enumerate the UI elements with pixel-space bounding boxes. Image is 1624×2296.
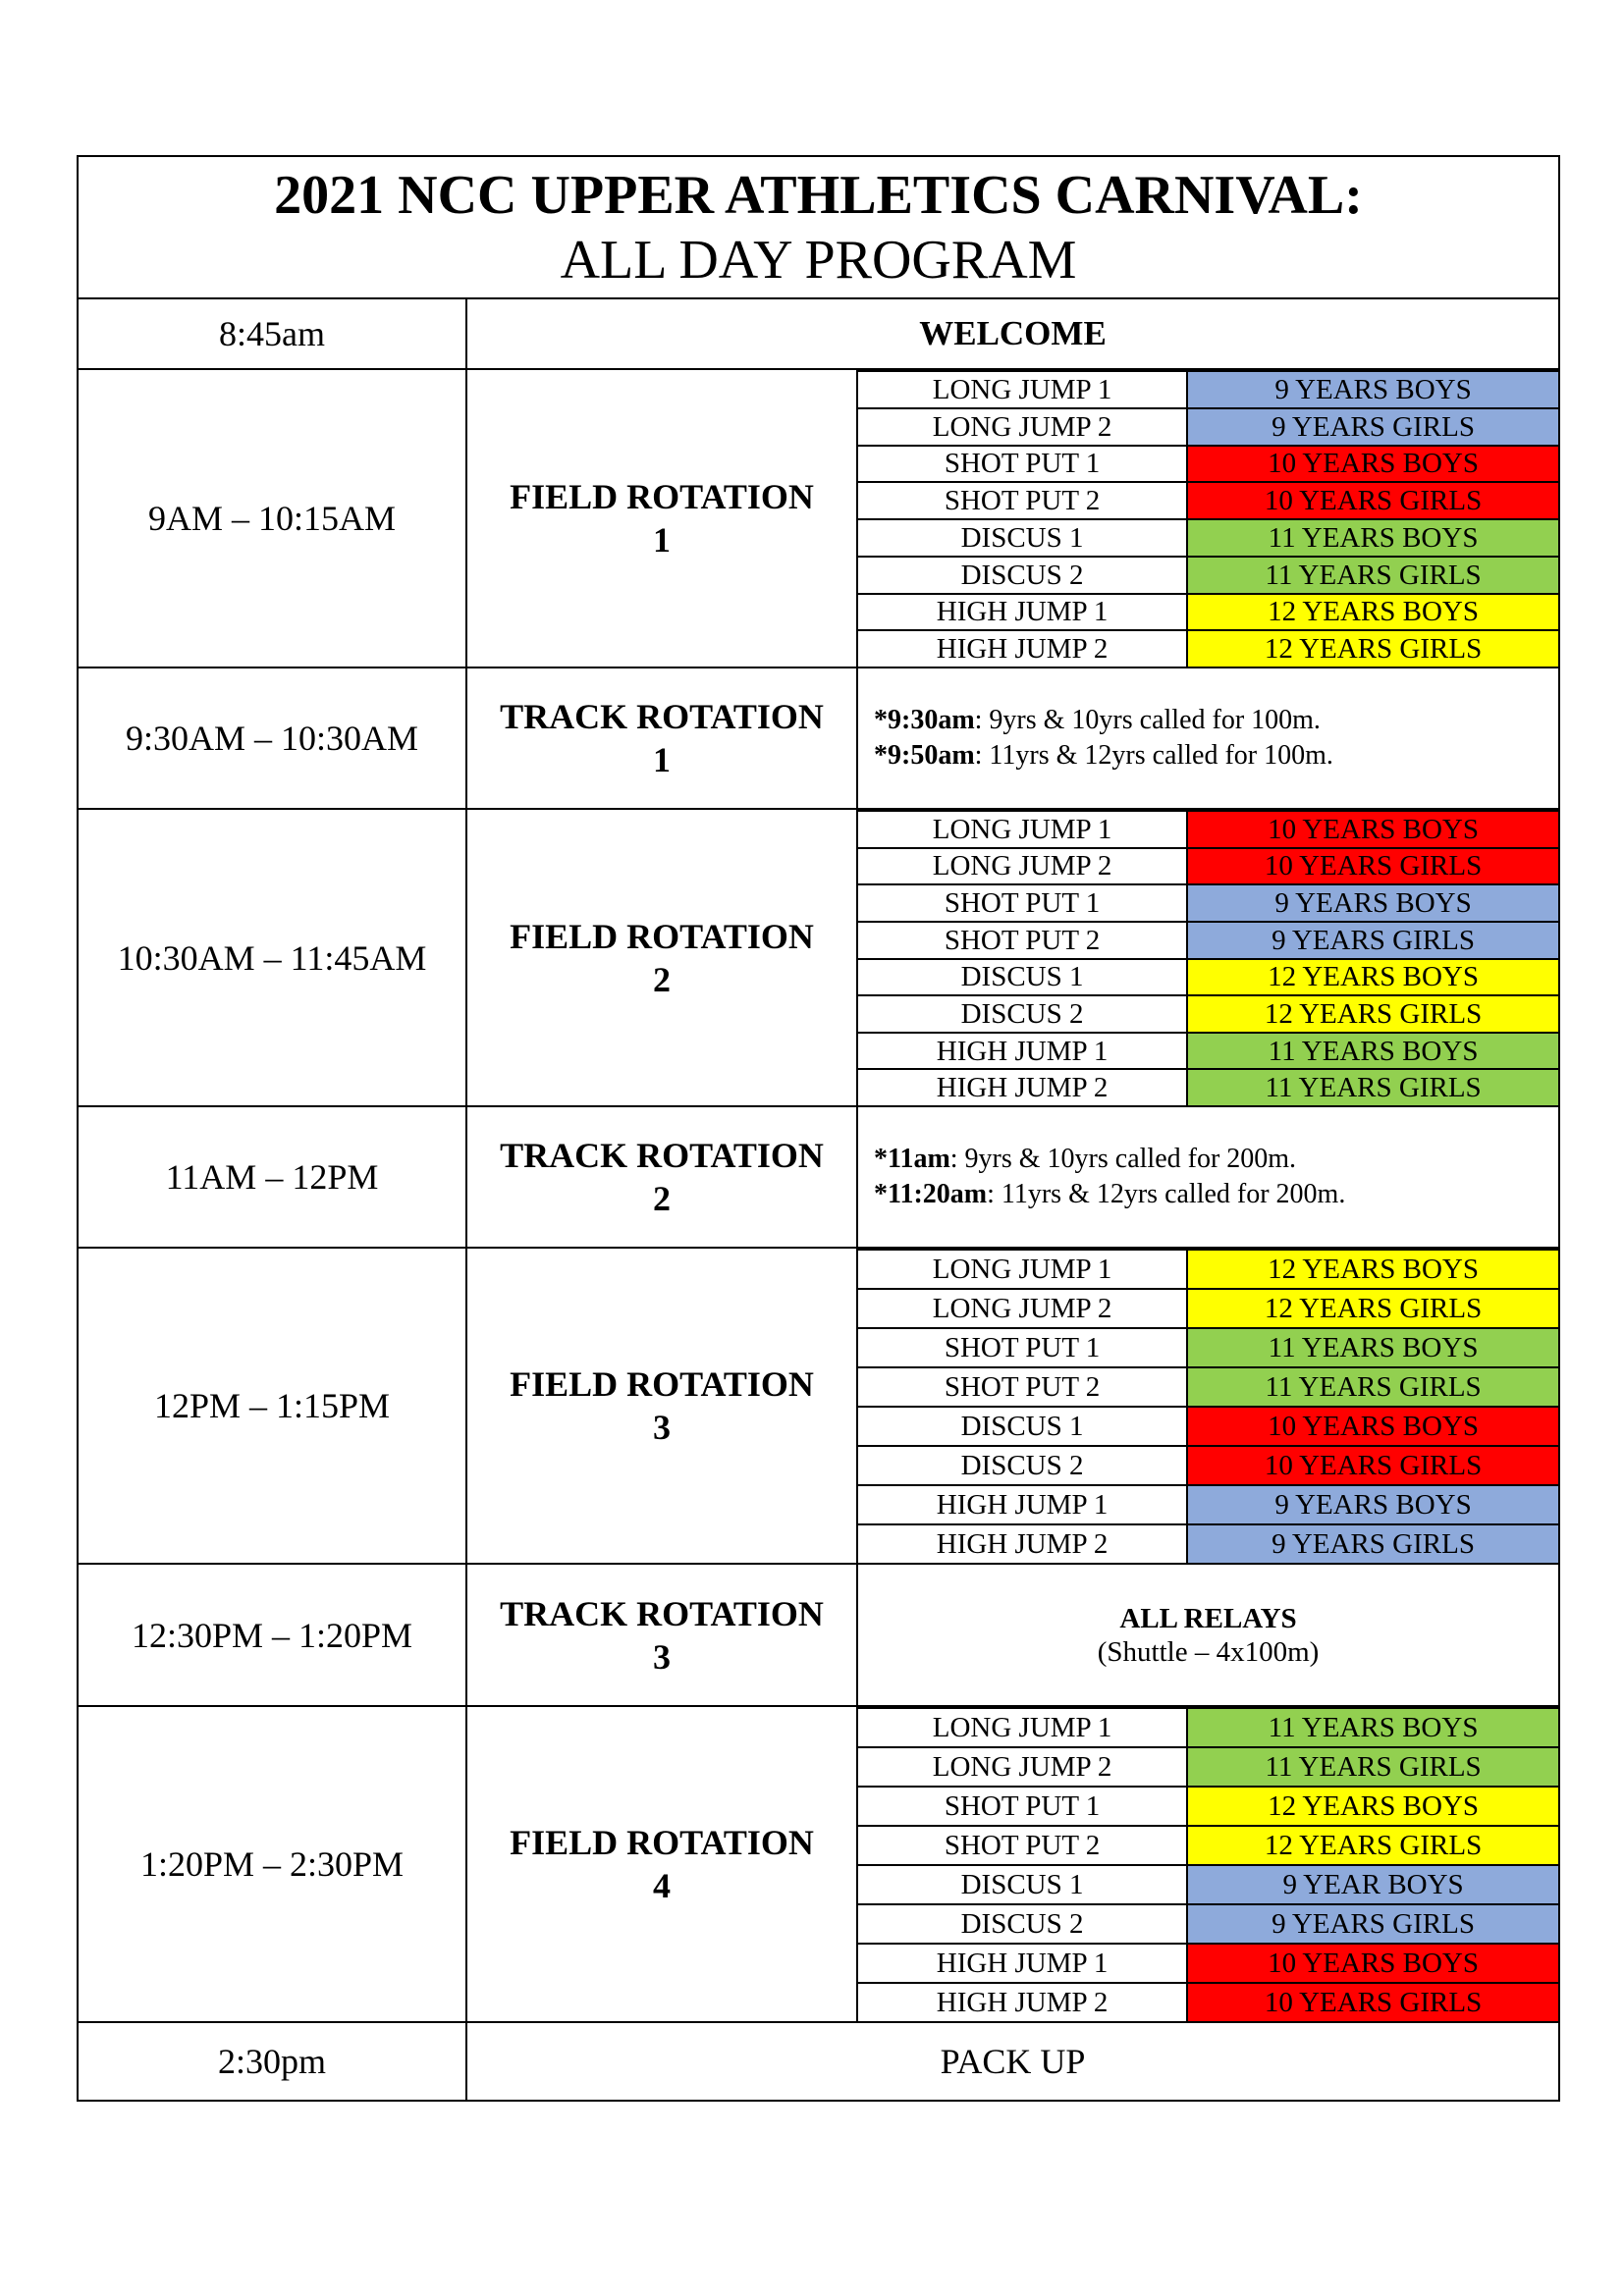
event-name: LONG JUMP 1 bbox=[858, 371, 1187, 408]
rotation-label bbox=[466, 1106, 857, 1248]
event-name: SHOT PUT 2 bbox=[858, 1367, 1187, 1407]
event-row bbox=[858, 630, 1558, 667]
rotation-number: 2 bbox=[653, 1179, 671, 1218]
rotation-label bbox=[466, 369, 857, 667]
age-group: 11 YEARS BOYS bbox=[1187, 519, 1558, 557]
event-list-cell bbox=[857, 1706, 1559, 2022]
event-name: DISCUS 1 bbox=[858, 1865, 1187, 1904]
age-group: 10 YEARS GIRLS bbox=[1187, 1446, 1558, 1485]
rotation-number: 1 bbox=[653, 740, 671, 779]
event-name: LONG JUMP 2 bbox=[858, 1747, 1187, 1787]
event-row bbox=[858, 408, 1558, 446]
event-row bbox=[858, 557, 1558, 594]
event-row bbox=[858, 1747, 1558, 1787]
event-row bbox=[858, 811, 1558, 848]
age-group: 12 YEARS GIRLS bbox=[1187, 1289, 1558, 1328]
rotation-number: 4 bbox=[653, 1866, 671, 1905]
event-row bbox=[858, 1524, 1558, 1563]
age-group: 10 YEARS BOYS bbox=[1187, 446, 1558, 483]
age-group: 12 YEARS BOYS bbox=[1187, 959, 1558, 996]
event-name: SHOT PUT 2 bbox=[858, 482, 1187, 519]
note-text: : 9yrs & 10yrs called for 200m. bbox=[949, 1144, 1297, 1174]
event-row bbox=[858, 1367, 1558, 1407]
event-name: LONG JUMP 2 bbox=[858, 848, 1187, 885]
event-list-cell bbox=[857, 809, 1559, 1106]
rotation-title: TRACK ROTATION bbox=[500, 1593, 824, 1633]
event-row bbox=[858, 371, 1558, 408]
note-time: *11am bbox=[874, 1144, 950, 1174]
age-group: 11 YEARS GIRLS bbox=[1187, 1069, 1558, 1105]
event-row bbox=[858, 519, 1558, 557]
event-name: LONG JUMP 1 bbox=[858, 811, 1187, 848]
event-row bbox=[858, 594, 1558, 631]
age-group: 9 YEARS BOYS bbox=[1187, 884, 1558, 922]
event-row bbox=[858, 1865, 1558, 1904]
event-name: DISCUS 1 bbox=[858, 519, 1187, 557]
welcome-time: 8:45am bbox=[78, 298, 466, 369]
rotation-title: FIELD ROTATION bbox=[510, 1823, 814, 1862]
rotation-label bbox=[466, 667, 857, 809]
track-rotation-row bbox=[78, 1106, 1559, 1248]
event-row bbox=[858, 1485, 1558, 1524]
title-line-1: 2021 NCC UPPER ATHLETICS CARNIVAL: bbox=[274, 164, 1363, 226]
event-name: DISCUS 2 bbox=[858, 1904, 1187, 1944]
event-name: DISCUS 1 bbox=[858, 1407, 1187, 1446]
event-name: DISCUS 2 bbox=[858, 995, 1187, 1033]
field-rotation-row bbox=[78, 369, 1559, 667]
age-group: 9 YEARS GIRLS bbox=[1187, 922, 1558, 959]
event-name: SHOT PUT 1 bbox=[858, 1328, 1187, 1367]
event-name: HIGH JUMP 1 bbox=[858, 1944, 1187, 1983]
event-name: HIGH JUMP 2 bbox=[858, 1983, 1187, 2021]
note-time: *11:20am bbox=[874, 1179, 988, 1209]
relays-cell bbox=[857, 1564, 1559, 1706]
rotation-title: TRACK ROTATION bbox=[500, 1136, 824, 1175]
event-name: LONG JUMP 2 bbox=[858, 1289, 1187, 1328]
age-group: 10 YEARS BOYS bbox=[1187, 811, 1558, 848]
track-note bbox=[874, 703, 1558, 738]
time-slot: 12:30PM – 1:20PM bbox=[78, 1564, 466, 1706]
event-name: LONG JUMP 1 bbox=[858, 1708, 1187, 1747]
event-row bbox=[858, 848, 1558, 885]
age-group: 9 YEARS BOYS bbox=[1187, 1485, 1558, 1524]
field-rotation-row bbox=[78, 1706, 1559, 2022]
time-slot: 9AM – 10:15AM bbox=[78, 369, 466, 667]
note-text: : 11yrs & 12yrs called for 100m. bbox=[974, 740, 1333, 771]
title-line-2: ALL DAY PROGRAM bbox=[560, 229, 1077, 291]
welcome-label: WELCOME bbox=[466, 298, 1559, 369]
event-name: LONG JUMP 2 bbox=[858, 408, 1187, 446]
event-row bbox=[858, 1446, 1558, 1485]
relays-subtitle: (Shuttle – 4x100m) bbox=[1097, 1635, 1320, 1668]
age-group: 11 YEARS GIRLS bbox=[1187, 1367, 1558, 1407]
event-name: HIGH JUMP 1 bbox=[858, 1485, 1187, 1524]
age-group: 10 YEARS BOYS bbox=[1187, 1944, 1558, 1983]
event-name: HIGH JUMP 1 bbox=[858, 1033, 1187, 1070]
note-time: *9:30am bbox=[874, 705, 975, 735]
age-group: 12 YEARS GIRLS bbox=[1187, 1826, 1558, 1865]
event-list-cell bbox=[857, 1248, 1559, 1564]
track-notes bbox=[857, 667, 1559, 809]
event-name: SHOT PUT 2 bbox=[858, 922, 1187, 959]
track-notes bbox=[857, 1106, 1559, 1248]
event-name: SHOT PUT 2 bbox=[858, 1826, 1187, 1865]
age-group: 10 YEARS GIRLS bbox=[1187, 1983, 1558, 2021]
event-row bbox=[858, 1983, 1558, 2021]
time-slot: 11AM – 12PM bbox=[78, 1106, 466, 1248]
time-slot: 12PM – 1:15PM bbox=[78, 1248, 466, 1564]
packup-label: PACK UP bbox=[466, 2022, 1559, 2101]
event-row bbox=[858, 1787, 1558, 1826]
age-group: 9 YEARS GIRLS bbox=[1187, 1524, 1558, 1563]
event-name: DISCUS 2 bbox=[858, 557, 1187, 594]
track-note bbox=[874, 1177, 1558, 1212]
event-row bbox=[858, 1826, 1558, 1865]
age-group: 11 YEARS BOYS bbox=[1187, 1708, 1558, 1747]
rotation-label bbox=[466, 1706, 857, 2022]
rotation-title: TRACK ROTATION bbox=[500, 697, 824, 736]
event-name: HIGH JUMP 2 bbox=[858, 1524, 1187, 1563]
event-row bbox=[858, 446, 1558, 483]
event-name: HIGH JUMP 2 bbox=[858, 630, 1187, 667]
age-group: 12 YEARS GIRLS bbox=[1187, 630, 1558, 667]
event-name: SHOT PUT 1 bbox=[858, 446, 1187, 483]
rotation-title: FIELD ROTATION bbox=[510, 916, 814, 956]
event-list bbox=[858, 370, 1558, 667]
program-title bbox=[78, 156, 1559, 298]
age-group: 9 YEAR BOYS bbox=[1187, 1865, 1558, 1904]
age-group: 12 YEARS BOYS bbox=[1187, 594, 1558, 631]
event-list-cell bbox=[857, 369, 1559, 667]
age-group: 9 YEARS GIRLS bbox=[1187, 408, 1558, 446]
packup-time: 2:30pm bbox=[78, 2022, 466, 2101]
age-group: 11 YEARS GIRLS bbox=[1187, 1747, 1558, 1787]
event-name: SHOT PUT 1 bbox=[858, 1787, 1187, 1826]
event-name: DISCUS 1 bbox=[858, 959, 1187, 996]
rotation-number: 3 bbox=[653, 1636, 671, 1677]
age-group: 10 YEARS BOYS bbox=[1187, 1407, 1558, 1446]
age-group: 11 YEARS GIRLS bbox=[1187, 557, 1558, 594]
note-text: : 9yrs & 10yrs called for 100m. bbox=[974, 705, 1321, 735]
event-row bbox=[858, 1328, 1558, 1367]
event-row bbox=[858, 1708, 1558, 1747]
age-group: 12 YEARS BOYS bbox=[1187, 1787, 1558, 1826]
note-text: : 11yrs & 12yrs called for 200m. bbox=[987, 1179, 1346, 1209]
age-group: 12 YEARS BOYS bbox=[1187, 1250, 1558, 1289]
field-rotation-row bbox=[78, 809, 1559, 1106]
rotation-label bbox=[466, 1564, 857, 1706]
event-row bbox=[858, 995, 1558, 1033]
event-row bbox=[858, 922, 1558, 959]
age-group: 11 YEARS BOYS bbox=[1187, 1033, 1558, 1070]
event-name: LONG JUMP 1 bbox=[858, 1250, 1187, 1289]
track-rotation-row bbox=[78, 667, 1559, 809]
event-list bbox=[858, 1249, 1558, 1563]
event-list bbox=[858, 1707, 1558, 2021]
field-rotation-row bbox=[78, 1248, 1559, 1564]
event-row bbox=[858, 1033, 1558, 1070]
time-slot: 10:30AM – 11:45AM bbox=[78, 809, 466, 1106]
rotation-number: 3 bbox=[653, 1408, 671, 1447]
event-row bbox=[858, 1904, 1558, 1944]
note-time: *9:50am bbox=[874, 740, 975, 771]
rotation-title: FIELD ROTATION bbox=[510, 1364, 814, 1404]
time-slot: 1:20PM – 2:30PM bbox=[78, 1706, 466, 2022]
age-group: 9 YEARS GIRLS bbox=[1187, 1904, 1558, 1944]
rotation-title: FIELD ROTATION bbox=[510, 477, 814, 516]
rotation-label bbox=[466, 809, 857, 1106]
program-table bbox=[77, 155, 1560, 2102]
event-name: HIGH JUMP 2 bbox=[858, 1069, 1187, 1105]
age-group: 11 YEARS BOYS bbox=[1187, 1328, 1558, 1367]
rotation-number: 1 bbox=[653, 520, 671, 560]
event-row bbox=[858, 1289, 1558, 1328]
event-name: SHOT PUT 1 bbox=[858, 884, 1187, 922]
track-note bbox=[874, 738, 1558, 774]
age-group: 10 YEARS GIRLS bbox=[1187, 848, 1558, 885]
rotation-label bbox=[466, 1248, 857, 1564]
event-list bbox=[858, 810, 1558, 1105]
event-name: HIGH JUMP 1 bbox=[858, 594, 1187, 631]
event-row bbox=[858, 884, 1558, 922]
event-row bbox=[858, 1407, 1558, 1446]
rotation-number: 2 bbox=[653, 959, 671, 999]
event-row bbox=[858, 959, 1558, 996]
track-note bbox=[874, 1142, 1558, 1177]
time-slot: 9:30AM – 10:30AM bbox=[78, 667, 466, 809]
age-group: 10 YEARS GIRLS bbox=[1187, 482, 1558, 519]
age-group: 9 YEARS BOYS bbox=[1187, 371, 1558, 408]
event-row bbox=[858, 482, 1558, 519]
event-row bbox=[858, 1069, 1558, 1105]
event-row bbox=[858, 1944, 1558, 1983]
track-rotation-row bbox=[78, 1564, 1559, 1706]
age-group: 12 YEARS GIRLS bbox=[1187, 995, 1558, 1033]
event-row bbox=[858, 1250, 1558, 1289]
event-name: DISCUS 2 bbox=[858, 1446, 1187, 1485]
relays-title: ALL RELAYS bbox=[1119, 1602, 1297, 1634]
